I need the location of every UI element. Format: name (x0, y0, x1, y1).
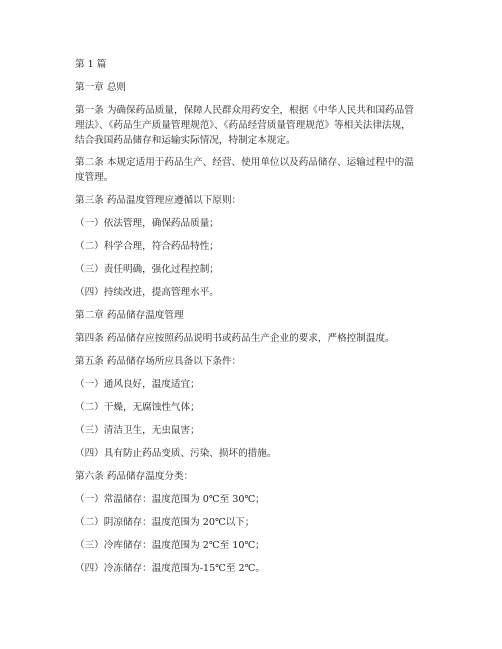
text-line: （二）干燥，无腐蚀性气体； (75, 402, 200, 413)
list-item (75, 377, 455, 392)
section-title (75, 57, 455, 72)
chapter-heading (75, 80, 455, 95)
text-line: 第六条 药品储存温度分类： (75, 471, 194, 482)
list-item (75, 446, 455, 461)
text-line: 第二条 本规定适用于药品生产、经营、使用单位以及药品储存、运输过程中的温 (75, 157, 414, 168)
text-line: 结合我国药品储存和运输实际情况，特制定本规定。 (75, 135, 296, 146)
list-item (75, 285, 455, 300)
text-line: （三）清洁卫生，无虫鼠害； (75, 425, 200, 436)
article-paragraph (75, 155, 455, 185)
article-paragraph (75, 331, 455, 346)
text-line: （一）依法管理，确保药品质量； (75, 218, 219, 229)
article-paragraph (75, 103, 455, 148)
list-item (75, 492, 455, 507)
text-line: 理法》、《药品生产质量管理规范》、《药品经营质量管理规范》等相关法律法规， (75, 120, 411, 131)
list-item (75, 400, 455, 415)
list-item (75, 515, 455, 530)
list-item (75, 561, 455, 576)
list-item (75, 538, 455, 553)
text-line: 第三条 药品温度管理应遵循以下原则： (75, 195, 242, 206)
text-line: （四）具有防止药品变质、污染、损坏的措施。 (75, 448, 277, 459)
text-line: 第一章 总则 (75, 82, 127, 93)
text-line: 第一条 为确保药品质量，保障人民群众用药安全，根据《中华人民共和国药品管 (75, 105, 414, 116)
text-line: 第 1 篇 (75, 59, 107, 70)
article-paragraph (75, 193, 455, 208)
chapter-heading (75, 308, 455, 323)
text-line: （一）常温储存：温度范围为 0℃至 30℃； (75, 494, 265, 505)
text-line: （二）科学合理，符合药品特性； (75, 241, 219, 252)
list-item (75, 216, 455, 231)
text-line: 度管理。 (75, 172, 114, 183)
list-item (75, 423, 455, 438)
text-line: （四）持续改进，提高管理水平。 (75, 287, 219, 298)
text-line: （三）冷库储存：温度范围为 2℃至 10℃； (75, 540, 265, 551)
article-paragraph (75, 469, 455, 484)
article-paragraph (75, 354, 455, 369)
text-line: 第二章 药品储存温度管理 (75, 310, 184, 321)
text-line: （二）阴凉储存：温度范围为 20℃以下； (75, 517, 255, 528)
list-item (75, 262, 455, 277)
text-line: （四）冷冻储存：温度范围为-15℃至 2℃。 (75, 563, 265, 574)
list-item (75, 239, 455, 254)
text-line: 第五条 药品储存场所应具备以下条件： (75, 356, 242, 367)
text-line: （三）责任明确，强化过程控制； (75, 264, 219, 275)
text-line: 第四条 药品储存应按照药品说明书或药品生产企业的要求，严格控制温度。 (75, 333, 395, 344)
text-line: （一）通风良好，温度适宜； (75, 379, 200, 390)
